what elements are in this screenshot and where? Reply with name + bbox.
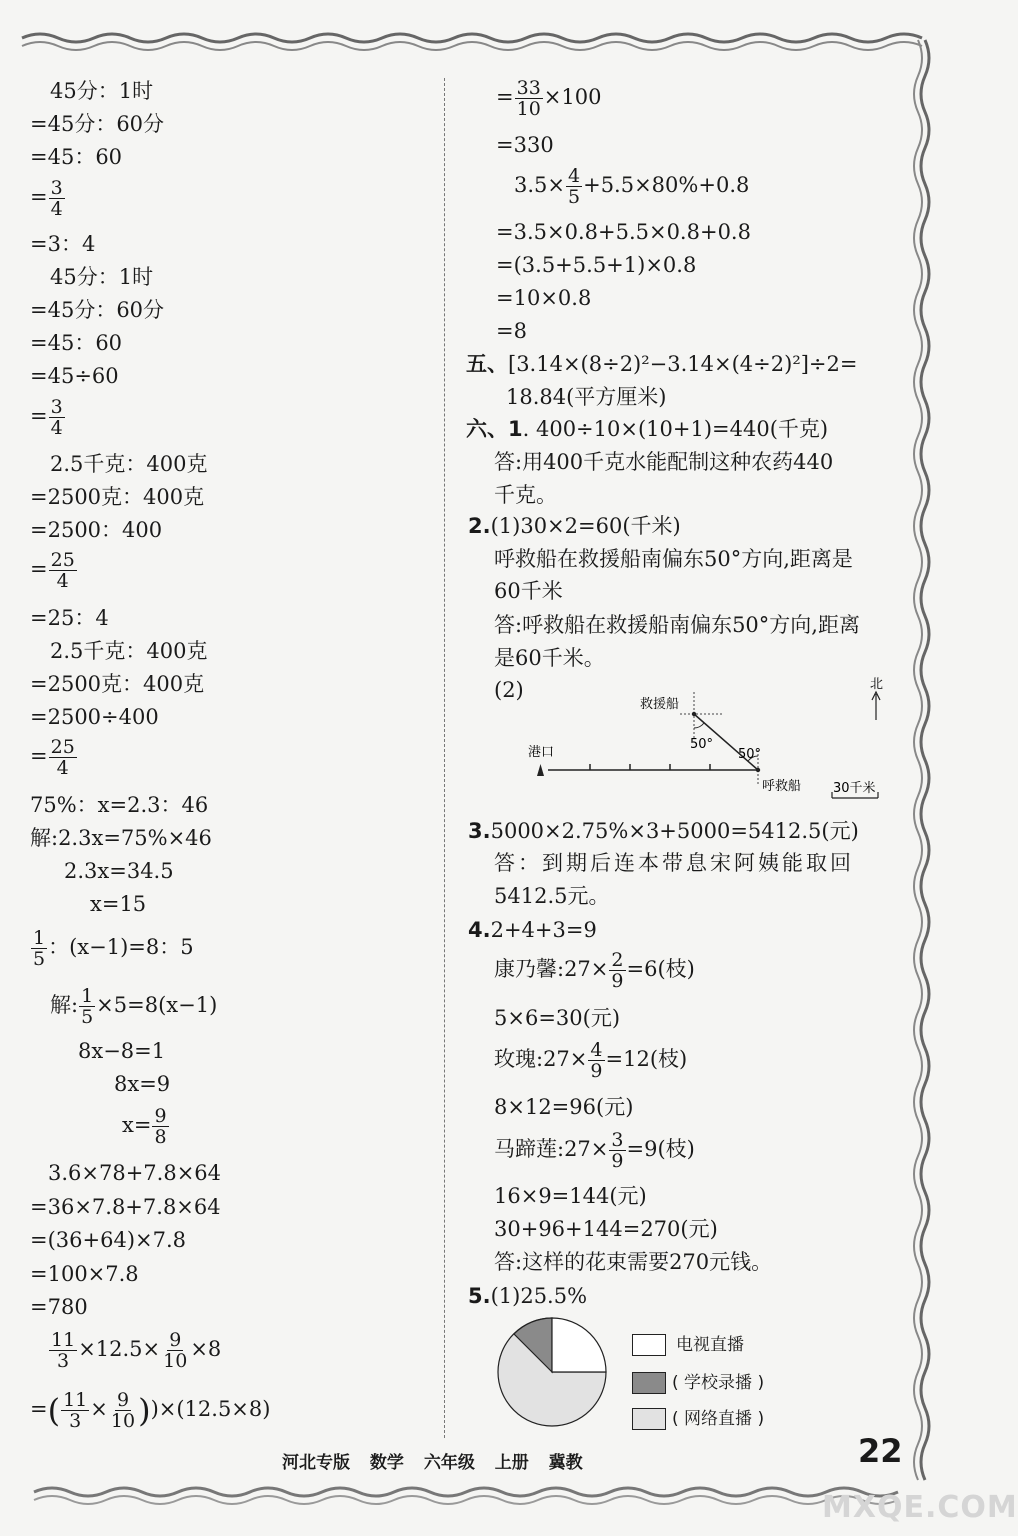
line: 答:用400千克水能配制这种农药440 [494,450,834,474]
line: 60千米 [494,579,563,603]
line: =45：60 [30,331,123,355]
page-footer: 河北专版 数学 六年级 上册 冀教 [282,1453,583,1473]
scale-label: 30千米 [833,781,876,796]
line: =(3.5+5.5+1)×0.8 [496,253,697,277]
line: 5×6=30(元) [494,1006,621,1030]
line: 2.3x=34.5 [64,859,174,883]
pie-slice-tv [552,1318,606,1372]
line: =3.5×0.8+5.5×0.8+0.8 [496,220,751,244]
line: 2.5千克：400克 [50,639,208,663]
legend-swatch-school [632,1372,666,1394]
line: 30+96+144=270(元) [494,1217,718,1241]
line: 8x−8=1 [78,1039,166,1063]
legend-label-network: ( 网络直播 ) [672,1409,765,1429]
fraction-line: 3.5× $\frac{4}{5}$ +5.5×80%+0.8 [514,165,750,208]
fraction-line: = $\frac{25}{4}$ [30,549,75,592]
line: 3.6×78+7.8×64 [48,1161,222,1185]
page-number: 22 [858,1432,903,1470]
fraction-line: 解: $\frac{1}{5}$ ×5=8(x−1) [50,985,218,1028]
line: =3：4 [30,232,96,256]
fraction-line: = $\frac{33}{10}$ ×100 [496,77,602,120]
line: 75%：x=2.3：46 [30,793,209,817]
line: =2500：400 [30,518,163,542]
fraction-line: = $\frac{3}{4}$ [30,177,63,220]
line: 8x=9 [114,1072,171,1096]
line: =36×7.8+7.8×64 [30,1195,221,1219]
line: =2500克：400克 [30,485,205,509]
line: =780 [30,1295,88,1319]
line: 答:呼救船在救援船南偏东50°方向,距离 [494,613,860,637]
north-label: 北 [870,677,884,692]
line: =45分：60分 [30,112,165,136]
question-6-2: 2.(1)30×2=60(千米) [468,514,681,538]
line: =45分：60分 [30,298,165,322]
angle-label: 50° [690,737,714,752]
direction-map [490,677,890,800]
line: (2) [494,678,524,702]
line: 16×9=144(元) [494,1184,647,1208]
line: 2.5千克：400克 [50,452,208,476]
line: =100×7.8 [30,1262,139,1286]
line: 千克。 [494,483,557,507]
line: 45分：1时 [50,265,154,289]
legend-swatch-tv [632,1334,666,1356]
fraction-line: $\frac{11}{3}$ ×12.5× $\frac{9}{10}$ ×8 [51,1329,222,1372]
line: =2500克：400克 [30,672,205,696]
fraction-line: x= $\frac{9}{8}$ [122,1105,167,1148]
question-6-4: 4.2+4+3=9 [468,918,597,942]
fraction-line: 马蹄莲:27× $\frac{3}{9}$ =9(枝) [494,1129,695,1172]
question-5: 五、[3.14×(8÷2)²−3.14×(4÷2)²]÷2= [466,352,858,376]
fraction-line: $\frac{1}{5}$ ：(x−1)=8：5 [33,927,194,970]
port-triangle-icon [537,764,544,776]
line: 答：到期后连本带息宋阿姨能取回 [494,851,854,875]
angle-label: 50° [738,747,762,762]
pie-chart [494,1314,610,1430]
line: =330 [496,133,554,157]
line: 是60千米。 [494,646,605,670]
line: 45分：1时 [50,79,154,103]
rescue-ship-label: 救援船 [640,697,680,712]
line: x=15 [90,892,147,916]
line: =45：60 [30,145,123,169]
line: 5412.5元。 [494,884,610,908]
line: =(36+64)×7.8 [30,1228,187,1252]
line: 8×12=96(元) [494,1095,634,1119]
column-divider [444,78,445,1438]
line: =2500÷400 [30,705,159,729]
fraction-line: 康乃馨:27× $\frac{2}{9}$ =6(枝) [494,949,695,992]
port-label: 港口 [528,745,555,760]
question-6-5: 5.(1)25.5% [468,1284,588,1308]
line: =45÷60 [30,364,119,388]
legend-label-tv: 电视直播 [676,1335,744,1355]
watermark: MXQE.COM [822,1490,1018,1525]
fraction-line: =( $\frac{11}{3}$ × $\frac{9}{10}$ ))×(12.5×8) [30,1389,271,1432]
legend-swatch-network [632,1408,666,1430]
line: 答:这样的花束需要270元钱。 [494,1250,773,1274]
line: 18.84(平方厘米) [506,385,667,409]
fraction-line: = $\frac{25}{4}$ [30,736,75,779]
fraction-line: = $\frac{3}{4}$ [30,396,63,439]
distress-ship-label: 呼救船 [762,779,802,794]
line: =10×0.8 [496,286,592,310]
line: =25：4 [30,606,109,630]
line: 解:2.3x=75%×46 [30,826,212,850]
line: 呼救船在救援船南偏东50°方向,距离是 [494,547,853,571]
question-6-1: 六、1. 400÷10×(10+1)=440(千克) [466,417,829,441]
fraction-line: 玫瑰:27× $\frac{4}{9}$ =12(枝) [494,1039,688,1082]
question-6-3: 3.5000×2.75%×3+5000=5412.5(元) [468,819,859,843]
line: =8 [496,319,527,343]
legend-label-school: ( 学校录播 ) [672,1373,765,1393]
